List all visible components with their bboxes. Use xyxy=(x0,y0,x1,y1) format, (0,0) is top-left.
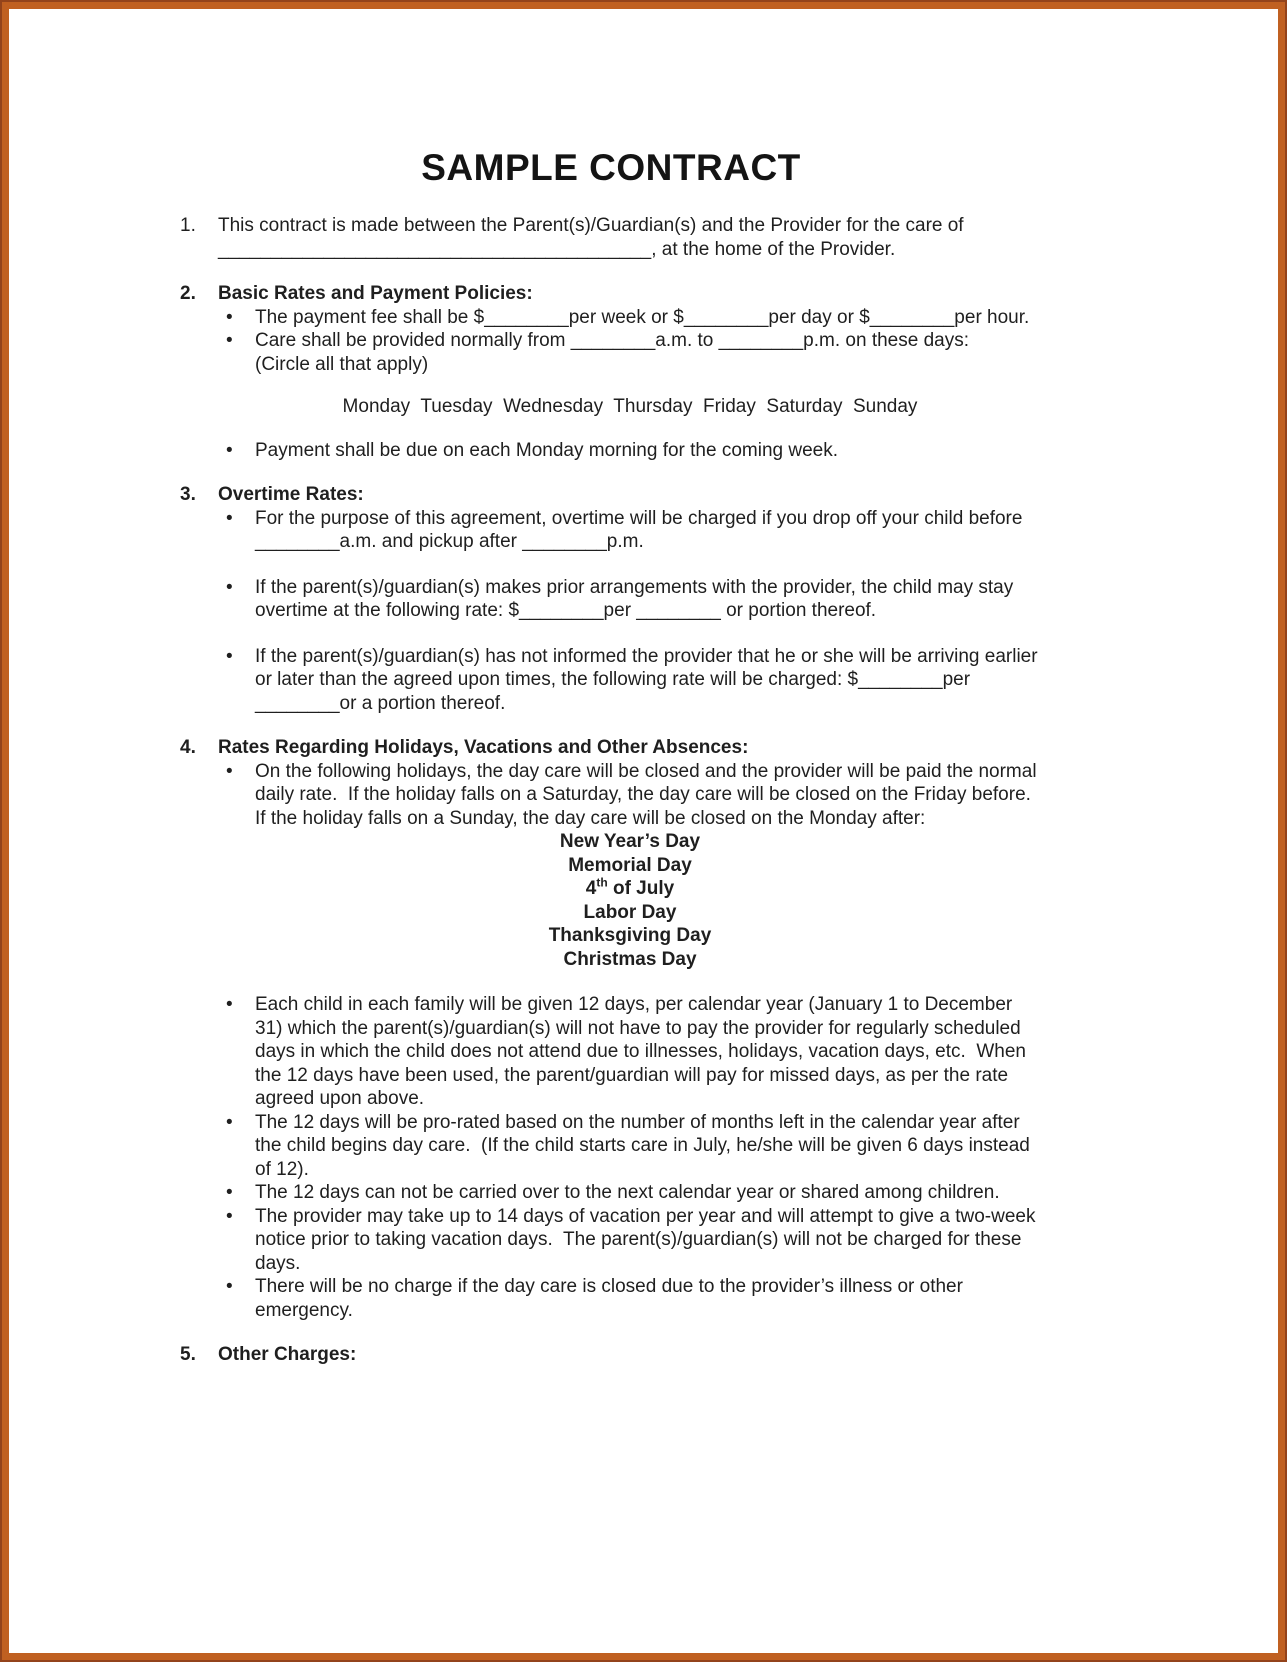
bullet-overtime-arranged-text: • If the parent(s)/guardian(s) makes prior arrangements with the provider, the child may stay overtime at the following rate: $________per ________ or portion thereof. xyxy=(255,576,1019,621)
holiday-list xyxy=(218,830,1042,971)
clause-1-number: 1. xyxy=(180,215,196,236)
holiday-thanksgiving-day: Thanksgiving Day xyxy=(548,925,712,946)
bullet-provider-illness xyxy=(218,1275,1042,1322)
clause-1-body xyxy=(218,214,1042,261)
bullet-provider-vacation xyxy=(218,1205,1042,1276)
bullet-care-hours-text: • Care shall be provided normally from ________a.m. to ________p.m. on these days: xyxy=(255,330,969,351)
clause-2-number: 2. xyxy=(180,283,196,304)
bullet-payment-fee-text: • The payment fee shall be $________per week or $________per day or $________per hour. xyxy=(255,306,1030,328)
bullet-prorated-text: • The 12 days will be pro-rated based on the number of months left in the calendar year after the child begins day care. (If the child starts care in July, he/she will be given 6 days instead of 12). xyxy=(255,1111,1036,1180)
clause-4-body xyxy=(218,736,1042,1322)
bullet-payment-due-text: • Payment shall be due on each Monday morning for the coming week. xyxy=(255,439,838,461)
clause-4 xyxy=(180,736,1042,1322)
bullet-overtime-uninformed-text: • If the parent(s)/guardian(s) has not informed the provider that he or she will be arriving earlier or later than the agreed upon times, the following rate will be charged: $________per ________or a portion thereof. xyxy=(255,645,1043,714)
clause-5 xyxy=(180,1343,1042,1367)
clause-4-heading: Rates Regarding Holidays, Vacations and Other Absences: xyxy=(218,737,749,758)
document-title: SAMPLE CONTRACT xyxy=(421,147,801,188)
bullet-no-carryover-text: • The 12 days can not be carried over to the next calendar year or shared among children. xyxy=(255,1182,1000,1203)
clause-5-heading: Other Charges: xyxy=(218,1344,357,1365)
clause-list xyxy=(180,214,1042,1367)
bullet-care-hours-body xyxy=(255,329,1042,376)
bullet-payment-fee xyxy=(218,306,1042,330)
clause-1-blank-line: _________________________________________, at the home of the Provider. xyxy=(218,238,896,260)
holiday-christmas-day: Christmas Day xyxy=(563,948,697,970)
holiday-new-years-day: New Year’s Day xyxy=(559,831,701,852)
bullet-overtime-arranged xyxy=(218,576,1042,623)
holiday-fourth-num: 4 xyxy=(585,878,597,899)
bullet-provider-vacation-text: • The provider may take up to 14 days of vacation per year and will attempt to give a two-week notice prior to taking vacation days. The parent(s)/guardian(s) will not be charged for these days. xyxy=(255,1205,1041,1274)
bullet-twelve-days-text: • Each child in each family will be given 12 days, per calendar year (January 1 to December 31) which the parent(s)/guardian(s) will not have to pay the provider for regularly scheduled days in which the child does not attend due to illnesses, holidays, vacation days, etc. When the 12 days have been used, the parent/guardian will pay for missed days, as per the rate agreed upon above. xyxy=(255,994,1032,1109)
bullet-holiday-policy-text: • On the following holidays, the day care will be closed and the provider will be paid the normal daily rate. If the holiday falls on a Saturday, the day care will be closed on the Friday before. If the holiday falls on a Sunday, the day care will be closed on the Monday after: xyxy=(255,760,1042,829)
bullet-care-hours xyxy=(218,329,1042,376)
clause-1 xyxy=(180,214,1042,261)
clause-3-number: 3. xyxy=(180,484,196,505)
bullet-overtime-dropoff xyxy=(218,507,1042,554)
weekday-options: Monday Tuesday Wednesday Thursday Friday Saturday Sunday xyxy=(342,396,918,417)
bullet-provider-illness-text: • There will be no charge if the day care is closed due to the provider’s illness or other emergency. xyxy=(255,1276,969,1321)
bullet-holiday-policy xyxy=(218,760,1042,831)
clause-5-number: 5. xyxy=(180,1344,196,1365)
clause-3-heading: Overtime Rates: xyxy=(218,484,364,505)
holiday-memorial-day: Memorial Day xyxy=(568,854,692,876)
clause-5-body xyxy=(218,1343,1042,1367)
bullet-twelve-days xyxy=(218,993,1042,1111)
clause-2 xyxy=(180,282,1042,462)
clause-3-body xyxy=(218,483,1042,715)
holiday-labor-day: Labor Day xyxy=(583,901,677,923)
bullet-prorated xyxy=(218,1111,1042,1182)
page-inner-frame xyxy=(2,2,1285,1660)
clause-2-body xyxy=(218,282,1042,462)
clause-2-heading: Basic Rates and Payment Policies: xyxy=(218,283,533,304)
holiday-fourth-of-july xyxy=(218,877,1042,901)
bullet-no-carryover xyxy=(218,1181,1042,1205)
bullet-payment-due xyxy=(218,439,1042,463)
clause-4-number: 4. xyxy=(180,737,196,758)
clause-3 xyxy=(180,483,1042,715)
contract-document xyxy=(9,9,1049,1367)
bullet-overtime-dropoff-text: • For the purpose of this agreement, overtime will be charged if you drop off your child before ________a.m. and pickup after ________p.m. xyxy=(255,507,1028,552)
holiday-fourth-ordinal: th xyxy=(596,875,608,890)
clause-1-text: This contract is made between the Parent(s)/Guardian(s) and the Provider for the care of xyxy=(218,215,964,236)
circle-all-note: (Circle all that apply) xyxy=(255,353,429,375)
bullet-overtime-uninformed xyxy=(218,645,1042,716)
holiday-fourth-rest: of July xyxy=(607,878,675,899)
